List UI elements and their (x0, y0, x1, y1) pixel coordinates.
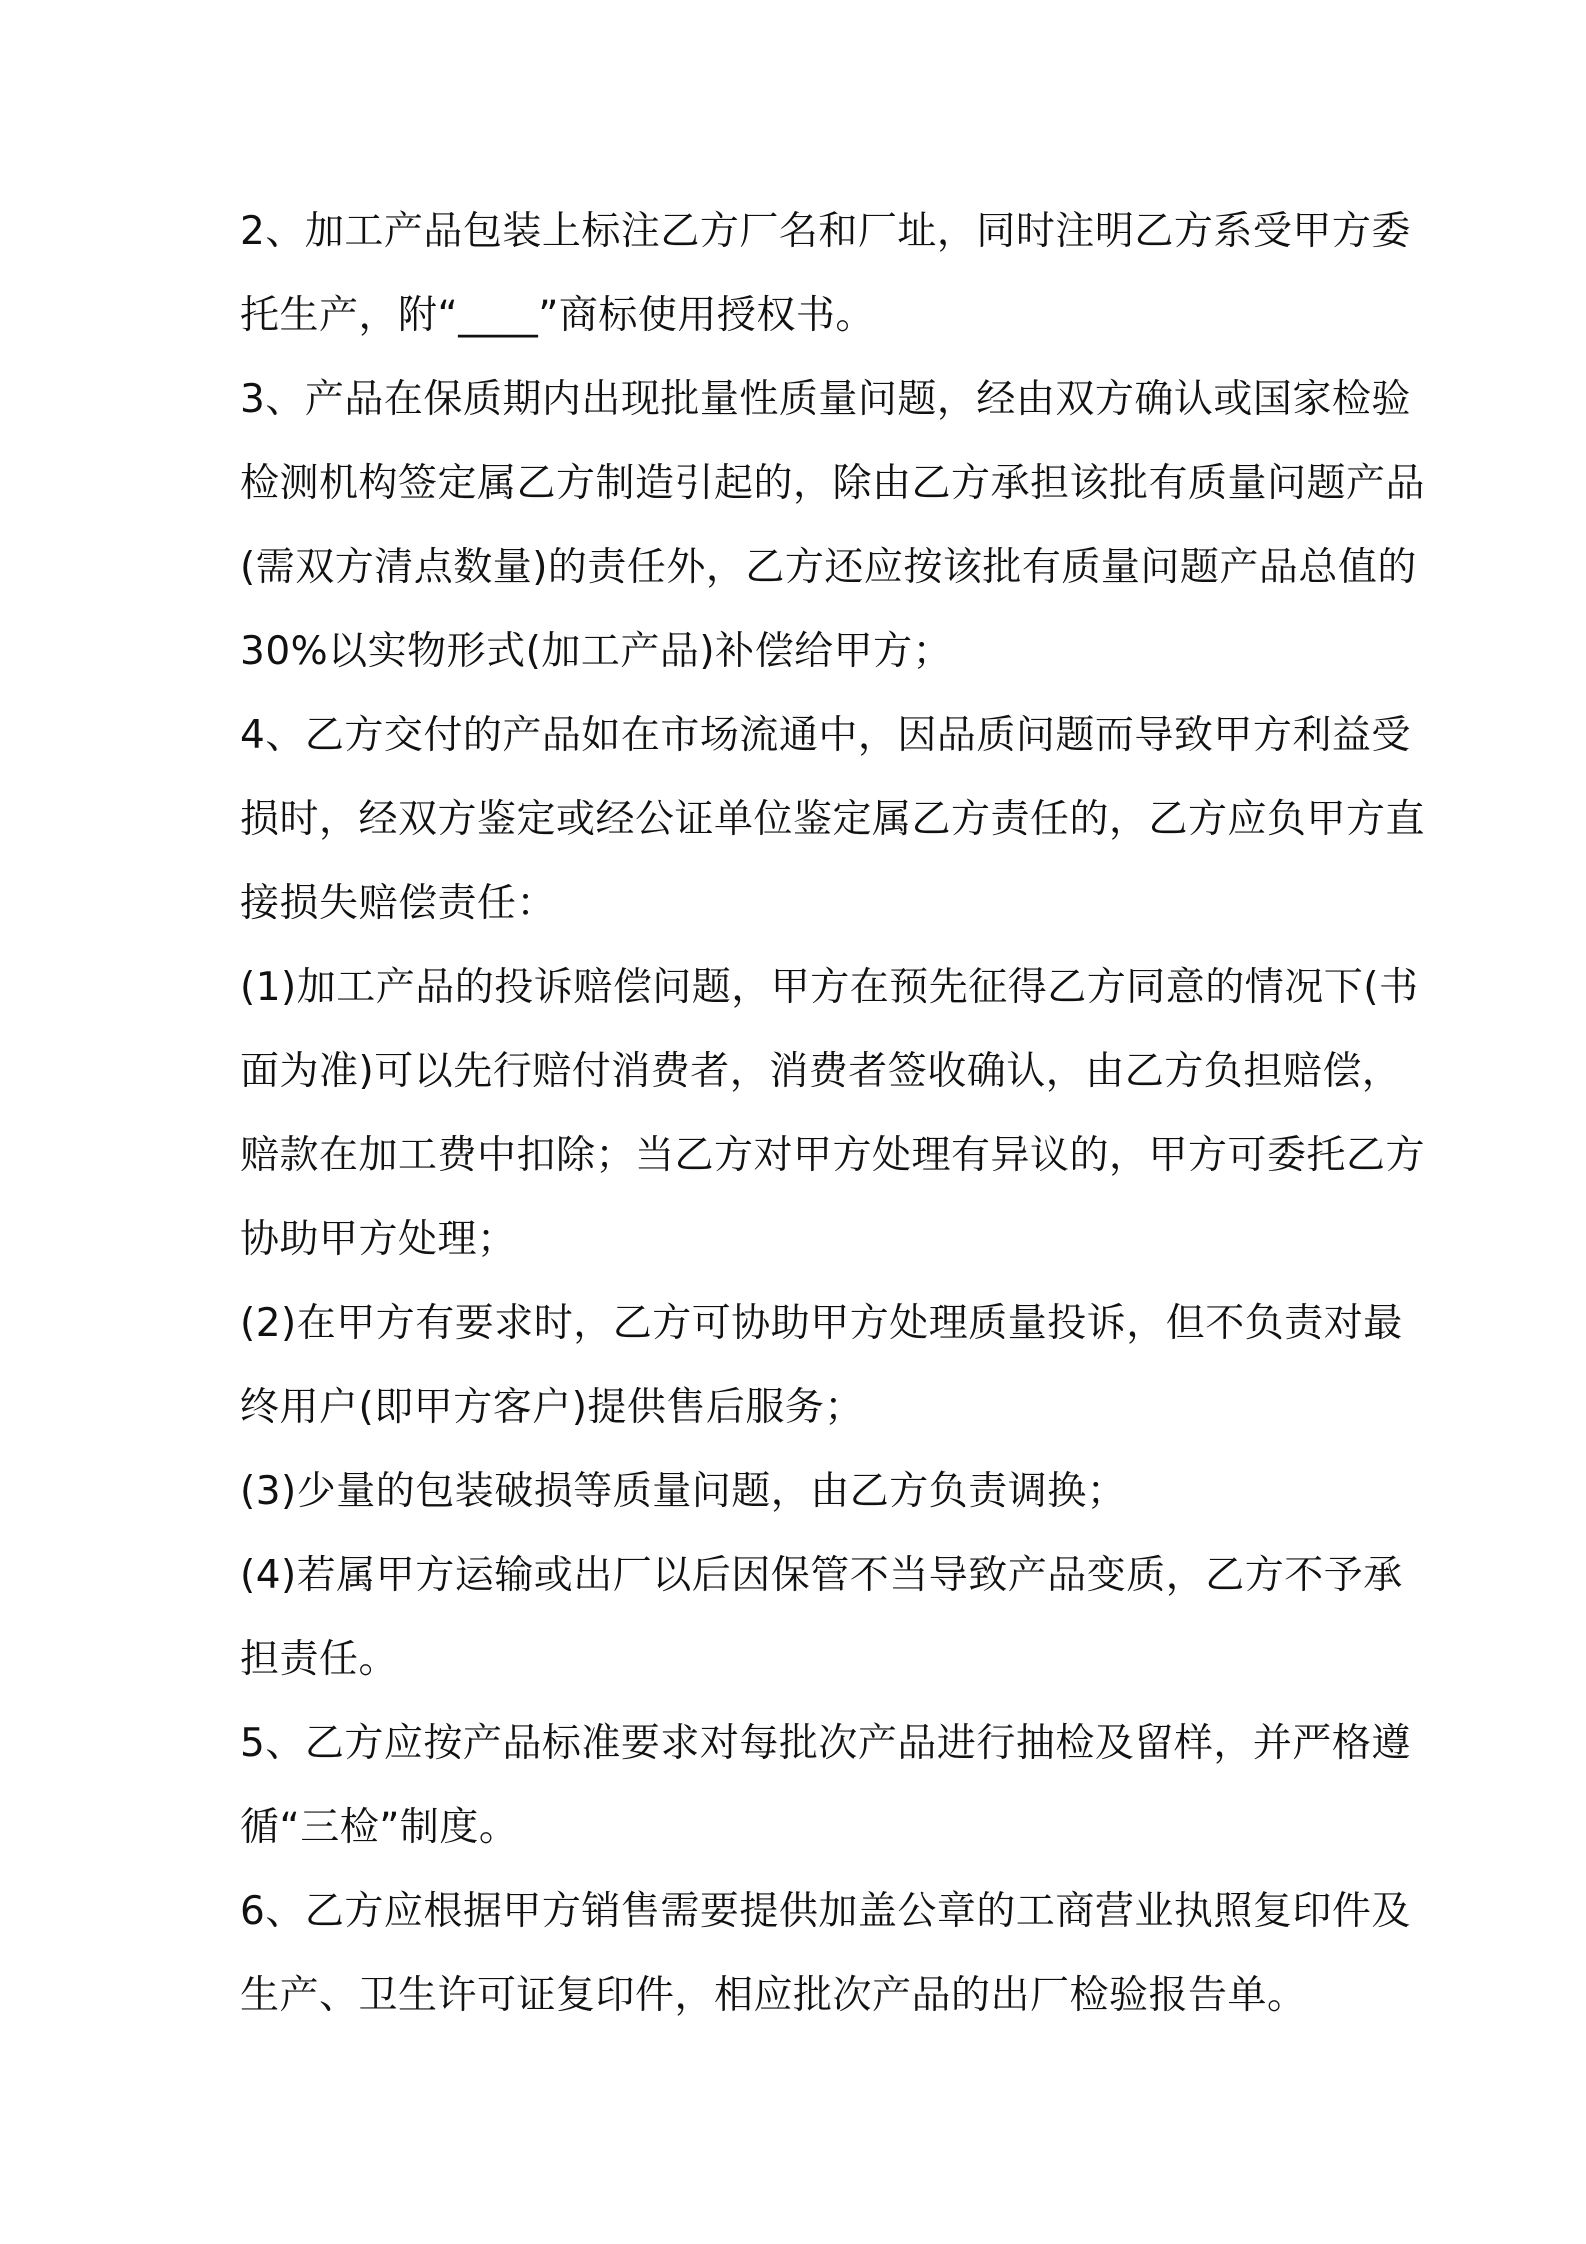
text-line: 3、产品在保质期内出现批量性质量问题，经由双方确认或国家检验 (240, 377, 1411, 422)
text-line: (3)少量的包装破损等质量问题，由乙方负责调换； (240, 1469, 1127, 1514)
text-line: 面为准)可以先行赔付消费者，消费者签收确认，由乙方负担赔偿， (240, 1049, 1402, 1094)
text-line: 协助甲方处理； (240, 1217, 517, 1262)
text-line: (4)若属甲方运输或出厂以后因保管不当导致产品变质，乙方不予承 (240, 1553, 1403, 1598)
text-line: (2)在甲方有要求时，乙方可协助甲方处理质量投诉，但不负责对最 (240, 1301, 1403, 1346)
text-line: 6、乙方应根据甲方销售需要提供加盖公章的工商营业执照复印件及 (240, 1889, 1411, 1934)
text-line: 2、加工产品包装上标注乙方厂名和厂址，同时注明乙方系受甲方委 (240, 209, 1411, 254)
text-line: 4、乙方交付的产品如在市场流通中，因品质问题而导致甲方利益受 (240, 713, 1411, 758)
text-line: 赔款在加工费中扣除；当乙方对甲方处理有异议的，甲方可委托乙方 (240, 1133, 1426, 1178)
text-line: 托生产，附“____”商标使用授权书。 (240, 293, 875, 338)
text-line: (1)加工产品的投诉赔偿问题，甲方在预先征得乙方同意的情况下(书 (240, 965, 1419, 1010)
text-line: 检测机构签定属乙方制造引起的，除由乙方承担该批有质量问题产品 (240, 461, 1426, 506)
text-line: 5、乙方应按产品标准要求对每批次产品进行抽检及留样，并严格遵 (240, 1721, 1411, 1766)
text-line: 接损失赔偿责任： (240, 881, 557, 926)
text-line: 生产、卫生许可证复印件，相应批次产品的出厂检验报告单。 (240, 1973, 1307, 2018)
text-line: 终用户(即甲方客户)提供售后服务； (240, 1385, 864, 1430)
document-body (240, 190, 1426, 2038)
text-line: (需双方清点数量)的责任外，乙方还应按该批有质量问题产品总值的 (240, 545, 1417, 590)
text-line: 担责任。 (240, 1637, 399, 1682)
text-line: 损时，经双方鉴定或经公证单位鉴定属乙方责任的，乙方应负甲方直 (240, 797, 1426, 842)
text-line: 30%以实物形式(加工产品)补偿给甲方； (240, 629, 953, 674)
text-line: 循“三检”制度。 (240, 1805, 519, 1850)
